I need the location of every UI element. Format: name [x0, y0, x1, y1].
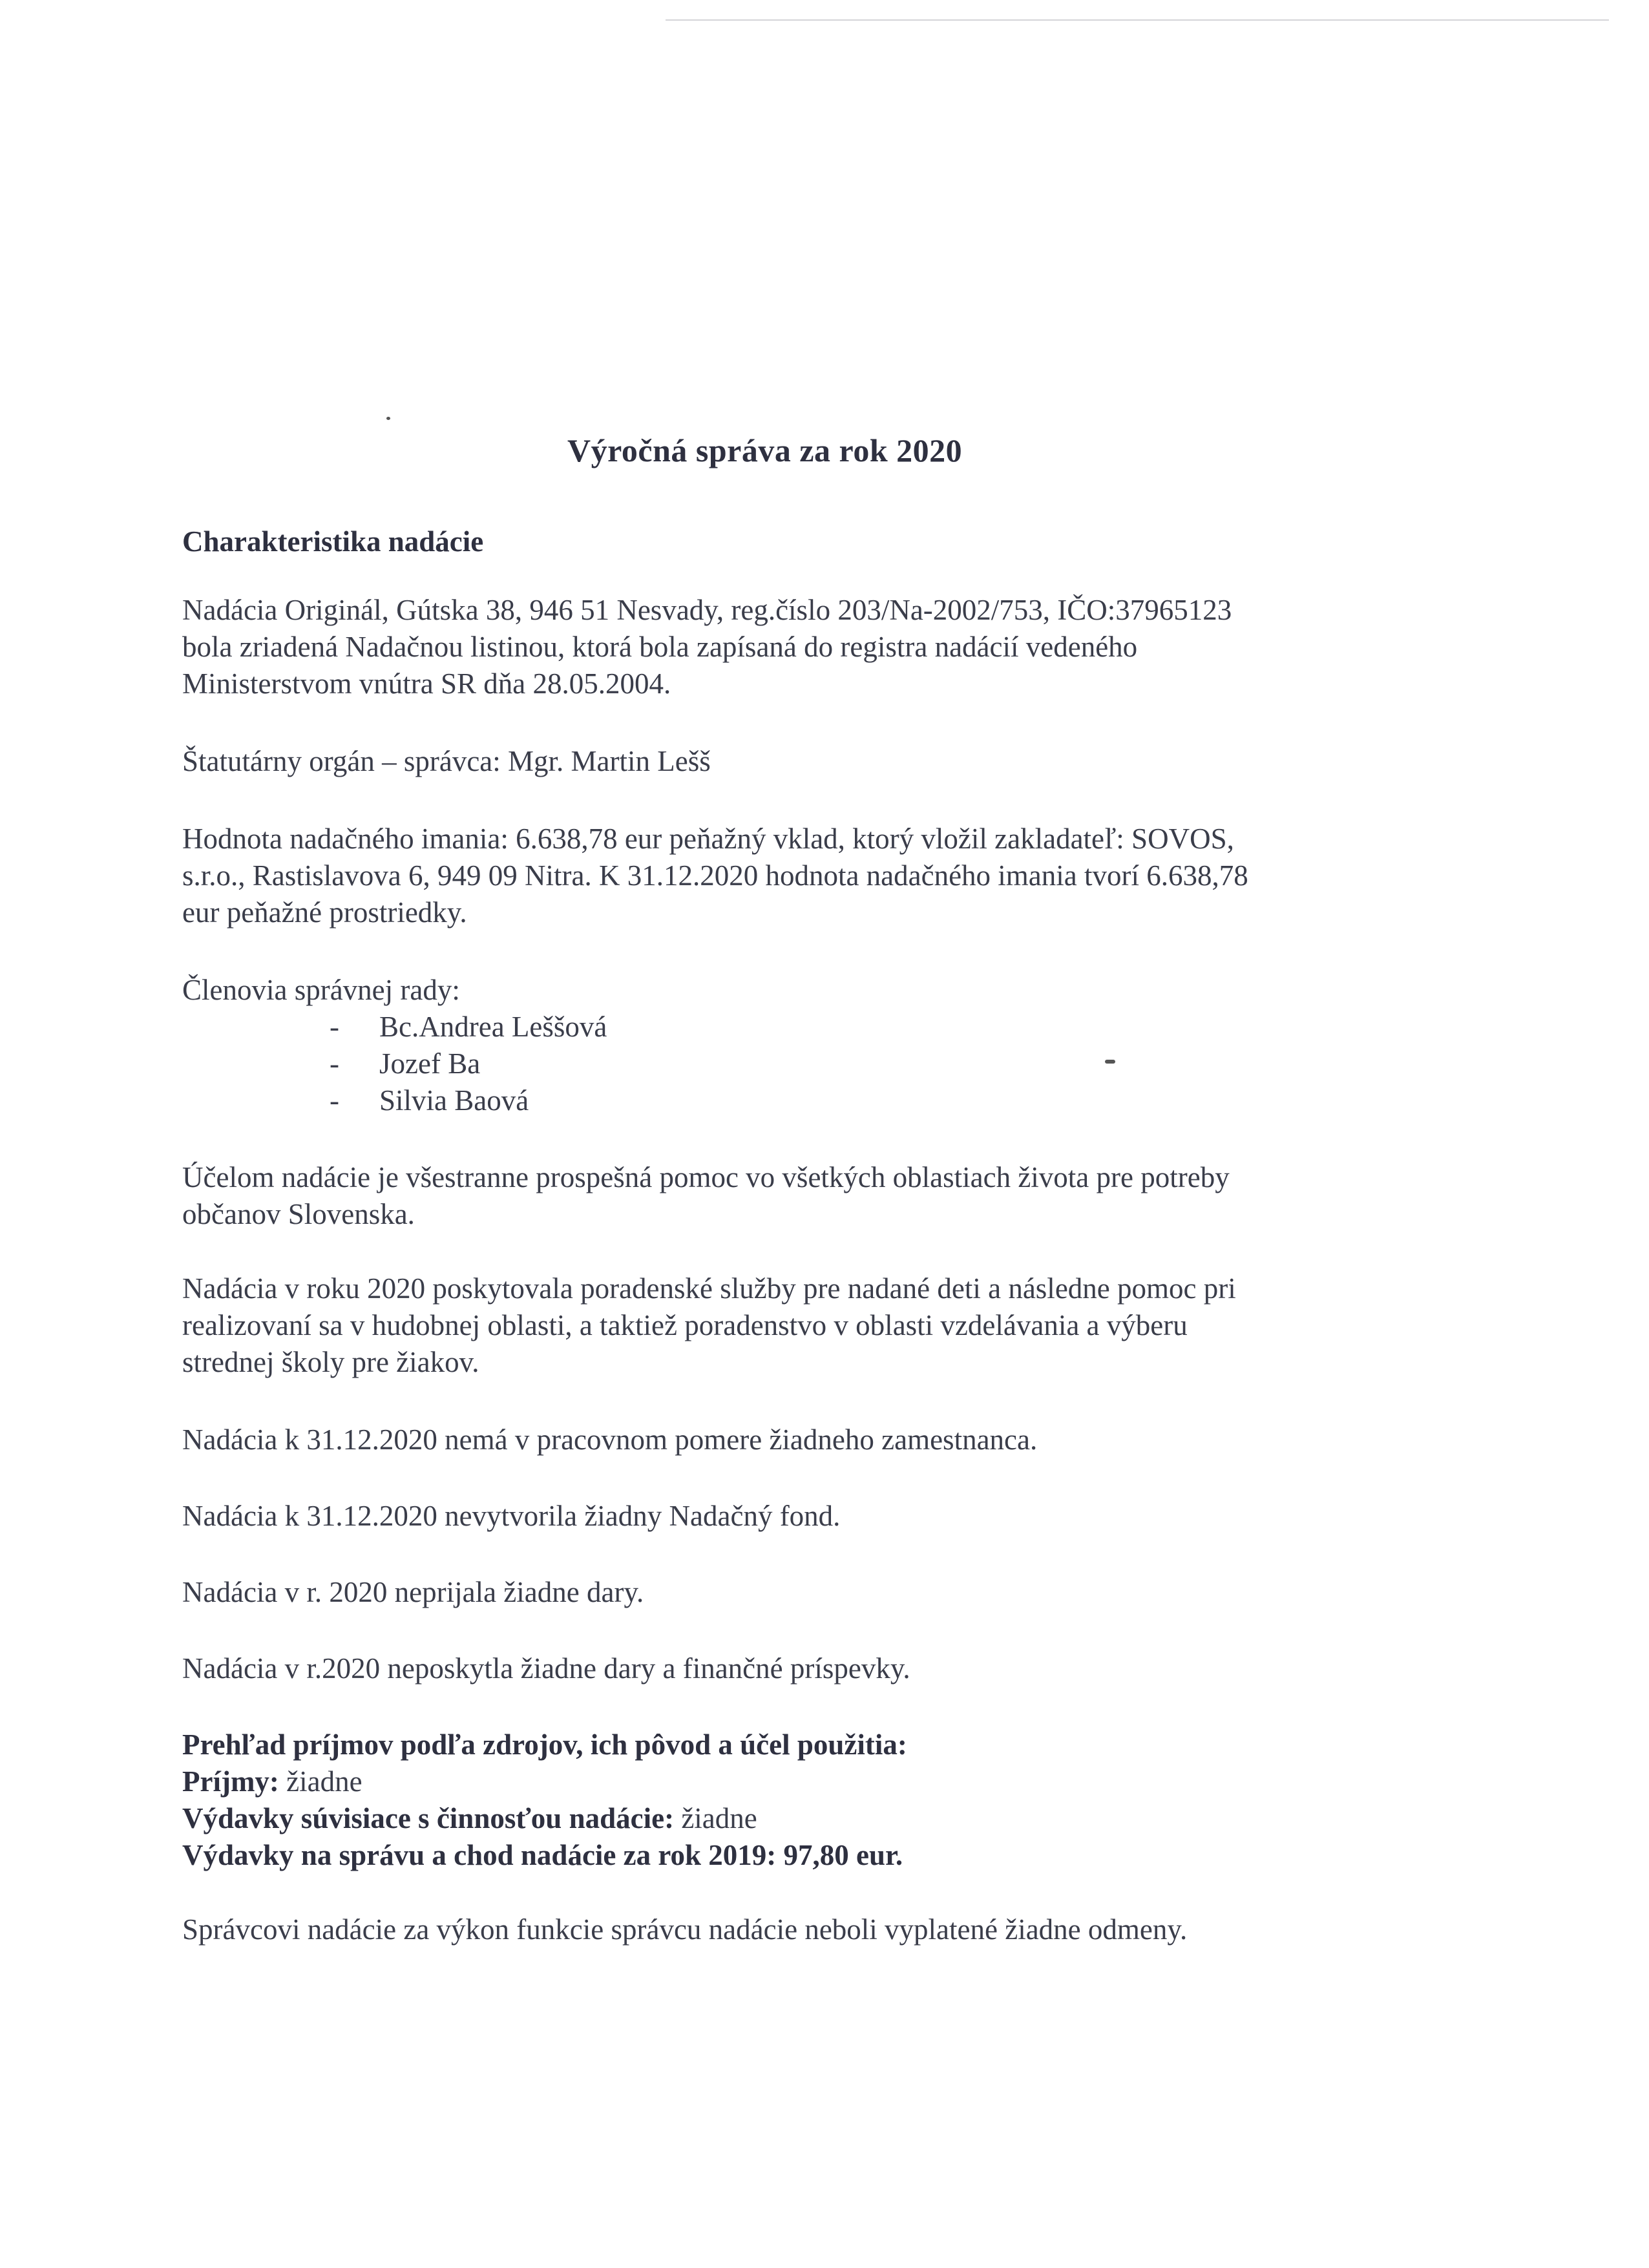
gifts-given-paragraph: [182, 1650, 1571, 1687]
list-dash: -: [330, 1047, 339, 1080]
activity-expenses-row: [182, 1800, 1571, 1837]
member-name: Jozef Ba: [379, 1047, 481, 1080]
purpose-line: Účelom nadácie je všestranne prospešná pomoc vo všetkých oblastiach života pre potreby: [182, 1161, 1230, 1193]
board-members-list: [330, 1009, 607, 1119]
member-name: Bc.Andrea Leššová: [379, 1011, 607, 1043]
activity-paragraph: [182, 1270, 1571, 1381]
gifts-received-text: Nadácia v r. 2020 neprijala žiadne dary.: [182, 1576, 644, 1608]
intro-line: bola zriadená Nadačnou listinou, ktorá bola zapísaná do registra nadácií vedeného: [182, 631, 1138, 663]
employees-paragraph: [182, 1422, 1571, 1458]
scan-speck: [386, 417, 390, 420]
activity-line: Nadácia v roku 2020 poskytovala poradenské služby pre nadané deti a následne pomoc pri: [182, 1272, 1236, 1305]
fund-paragraph: [182, 1498, 1571, 1535]
section-heading: Charakteristika nadácie: [182, 525, 484, 558]
intro-line: Nadácia Originál, Gútska 38, 946 51 Nesvady, reg.číslo 203/Na-2002/753, IČO:37965123: [182, 594, 1232, 626]
overview-heading: Prehľad príjmov podľa zdrojov, ich pôvod a účel použitia:: [182, 1728, 907, 1761]
intro-line: Ministerstvom vnútra SR dňa 28.05.2004.: [182, 667, 671, 700]
gifts-given-text: Nadácia v r.2020 neposkytla žiadne dary a finančné príspevky.: [182, 1652, 910, 1685]
gifts-received-paragraph: [182, 1574, 1571, 1611]
employees-text: Nadácia k 31.12.2020 nemá v pracovnom pomere žiadneho zamestnanca.: [182, 1423, 1038, 1456]
statutory-paragraph: [182, 743, 1571, 780]
statutory-text: Štatutárny orgán – správca: Mgr. Martin Lešš: [182, 745, 711, 777]
remuneration-text: Správcovi nadácie za výkon funkcie správcu nadácie neboli vyplatené žiadne odmeny.: [182, 1913, 1188, 1946]
admin-expenses-row: Výdavky na správu a chod nadácie za rok 2019: 97,80 eur.: [182, 1839, 903, 1871]
scan-speck: [1105, 1060, 1115, 1064]
activity-expenses-label: Výdavky súvisiace s činnosťou nadácie:: [182, 1802, 675, 1834]
list-dash: -: [330, 1011, 339, 1043]
member-name: Silvia Baová: [379, 1084, 529, 1117]
activity-line: strednej školy pre žiakov.: [182, 1346, 479, 1378]
endowment-paragraph: [182, 821, 1571, 931]
endowment-line: Hodnota nadačného imania: 6.638,78 eur peňažný vklad, ktorý vložil zakladateľ: SOVOS,: [182, 823, 1234, 855]
list-item: [330, 1009, 607, 1045]
list-item: [330, 1045, 607, 1082]
activity-line: realizovaní sa v hudobnej oblasti, a taktiež poradenstvo v oblasti vzdelávania a výberu: [182, 1309, 1188, 1341]
board-label: Členovia správnej rady:: [182, 974, 460, 1006]
endowment-line: s.r.o., Rastislavova 6, 949 09 Nitra. K 31.12.2020 hodnota nadačného imania tvorí 6.638,78: [182, 859, 1248, 892]
income-label: Príjmy:: [182, 1765, 279, 1798]
endowment-line: eur peňažné prostriedky.: [182, 896, 467, 929]
activity-expenses-value: žiadne: [674, 1802, 757, 1834]
scan-edge-line: [666, 19, 1609, 21]
document-title: Výročná správa za rok 2020: [567, 432, 963, 468]
list-dash: -: [330, 1084, 339, 1117]
remuneration-paragraph: [182, 1911, 1571, 1948]
income-value: žiadne: [278, 1765, 362, 1798]
fund-text: Nadácia k 31.12.2020 nevytvorila žiadny Nadačný fond.: [182, 1500, 841, 1532]
purpose-paragraph: [182, 1159, 1571, 1233]
income-row: [182, 1763, 1571, 1800]
purpose-line: občanov Slovenska.: [182, 1198, 415, 1230]
intro-paragraph: [182, 592, 1571, 702]
income-overview: [182, 1727, 1571, 1874]
list-item: [330, 1082, 607, 1119]
board-label-paragraph: [182, 972, 1571, 1009]
